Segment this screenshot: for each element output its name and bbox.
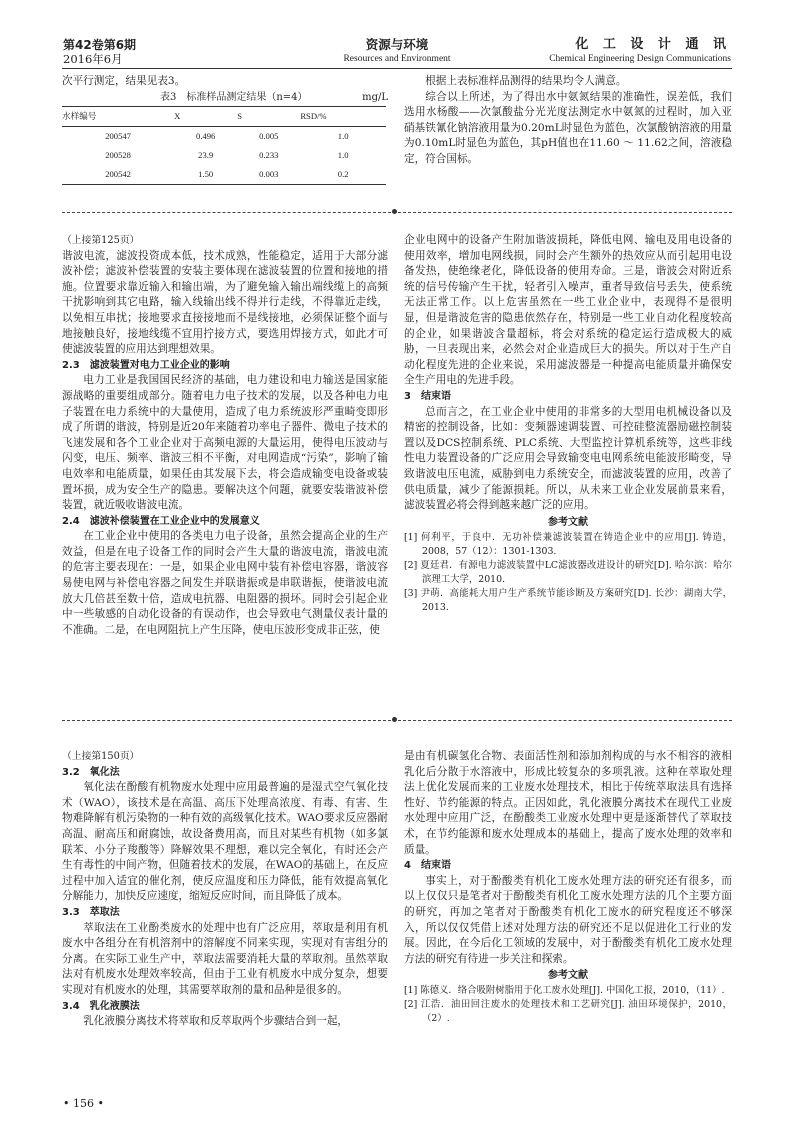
paragraph: 是由有机碳氢化合物、表面活性剂和添加剂构成的与水不相容的液相乳化后分散于水溶液中，形成比较复杂的多项乳液。这种在萃取处理法上优化发展而来的工业废水处理技术，相比于传统萃取法具有选择性好、节约能源的特点。正因如此，乳化液膜分离技术在现代工业废水处理中应用广泛，在酚酸类工业废水处理中更是逐渐替代了萃取技术，在节约能源和废水处理成本的基础上，提高了废水处理的效率和质量。 bbox=[404, 750, 732, 856]
table-title: 表3 标准样品测定结果（n=4） bbox=[160, 91, 308, 103]
table-cell: 200542 bbox=[62, 165, 174, 185]
table-row bbox=[62, 165, 386, 185]
table-cell: 0.2 bbox=[300, 165, 386, 185]
table-header: RSD/% bbox=[300, 106, 386, 127]
table-cell: 200547 bbox=[105, 130, 131, 141]
section-heading: 3.2 氧化法 bbox=[62, 766, 120, 778]
section-heading: 2.4 滤波补偿装置在工业企业中的发展意义 bbox=[62, 515, 260, 527]
references-title: 参考文献 bbox=[548, 516, 588, 528]
table-cell: 200528 bbox=[105, 149, 131, 160]
mid-right-column bbox=[404, 233, 732, 615]
page-number: • 156 • bbox=[63, 1097, 104, 1110]
references-title: 参考文献 bbox=[548, 970, 588, 982]
results-table bbox=[62, 106, 386, 186]
section-en: Resources and Environment bbox=[343, 54, 451, 64]
mid-left-column bbox=[62, 233, 388, 638]
section-heading: 3.3 萃取法 bbox=[62, 906, 120, 918]
paragraph: 企业电网中的设备产生附加谐波损耗，降低电网、输电及用电设备的使用效率，增加电网线损，同时会产生额外的热效应从而引起用电设备发热，使绝缘老化，降低设备的使用寿命。三是，谐波会对附近系统的信号传输产生干扰，轻者引入噪声，重者导致信号丢失，使系统无法正常工作。以上危害虽然在一些工业企业中，表现得不是很明显，但是谐波危害的隐患依然存在，特别是一些工业自动化程度较高的企业，如果谐波含量超标，将会对系统的稳定运行造成极大的威胁，一旦表现出来，必然会对企业造成巨大的损失。所以对于生产自动化程度先进的企业来说，采用滤波器是一种提高电能质量并确保安全生产用电的先进手段。 bbox=[404, 234, 732, 387]
article-separator bbox=[62, 720, 732, 725]
reference-item: [3] 尹萌．高能耗大用户生产系统节能诊断及方案研究[D]. 长沙：湖南大学，2013. bbox=[404, 587, 732, 613]
paragraph: 总而言之，在工业企业中使用的非常多的大型用电机械设备以及精密的控制设备，比如：变频器速调装置、可控硅整流器励磁控制装置以及DCS控制系统、PLC系统、大型监控计算机系统等，这些非线性电力装置设备的广泛应用会导致输变电电网系统电能波形畸变，导致谐波电压电流，威胁到电力系统安全，而滤波装置的应用，改善了供电质量，减少了能源损耗。所以，从未来工业企业发展前景来看，滤波装置必将会得到越来越广泛的应用。 bbox=[404, 405, 732, 512]
table-cell: 1.50 bbox=[174, 165, 237, 185]
issue-date: 2016年6月 bbox=[63, 52, 123, 66]
paragraph: 综合以上所述，为了得出水中氨氮结果的准确性，误差低，我们选用水杨酸——次氯酸盐分光光度法测定水中氨氮的过程时，加入亚硝基铁氰化钠溶液用量为0.20mL时显色为蓝色，次氯酸钠溶液的用量为0.10mL时显色为蓝色，其pH值也在11.60 ～ 11.62之间，溶液稳定，符合国标。 bbox=[404, 90, 732, 165]
paragraph: 电力工业是我国国民经济的基础，电力建设和电力输送是国家能源战略的重要组成部分。随着电力电子技术的发展，以及各种电力电子装置在电力系统中的大量使用，造成了电力系统波形严重畸变即形成了所谓的谐波，特别是近20年来随着功率电子器件、微电子技术的飞速发展和各个工业企业对于高频电源的大量运用，使得电压波动与闪变，电压、频率、谐波三相不平衡，对电网造成“污染”，影响了输电效率和电能质量，如果任由其发展下去，将会造成输变电设备或装置坏损，成为安全生产的隐患。要解决这个问题，就要安装谐波补偿装置，就近吸收谐波电流。 bbox=[62, 374, 388, 512]
paragraph: 在工业企业中使用的各类电力电子设备，虽然会提高企业的生产效益，但是在电子设备工作的同时会产生大量的谐波电流，谐波电流的危害主要表现在：一是，如果企业电网中装有补偿电容器，谐波容易使电网与补偿电容器之间发生并联谐振或是串联谐振，使谐波电流放大几倍甚至数十倍，造成电抗器、电阻器的损坏。同时会引起企业中一些敏感的自动化设备的有误动作，也会导致电气测量仪表计量的不准确。二是，在电网阻抗上产生压降，使电压波形变成非正弦，使 bbox=[62, 530, 388, 636]
table-row bbox=[62, 127, 386, 147]
table-caption bbox=[62, 90, 388, 106]
journal-issue bbox=[63, 38, 136, 66]
journal-cn: 化 工 设 计 通 讯 bbox=[575, 37, 731, 52]
top-left-column bbox=[62, 74, 388, 185]
table-cell: 23.9 bbox=[198, 149, 214, 160]
table-cell: 0.233 bbox=[259, 149, 279, 160]
separator-dot bbox=[392, 717, 397, 722]
reference-item: [2] 江浩．油田回注废水的处理技术和工艺研究[J]. 油田环境保护，2010，（2）. bbox=[404, 999, 732, 1025]
paragraph: 乳化液膜分离技术将萃取和反萃取两个步骤结合到一起， bbox=[83, 1015, 349, 1028]
reference-item: [1] 陈德义．络合吸附树脂用于化工废水处理[J]. 中国化工报，2010，（11）. bbox=[404, 985, 725, 997]
reference-item: [1] 何利平，于良中．无功补偿兼滤波装置在铸造企业中的应用[J]. 铸造，2008，57（12）：1301-1303. bbox=[404, 531, 732, 557]
bot-right-column bbox=[404, 749, 732, 1026]
table-cell: 1.0 bbox=[337, 149, 349, 160]
table-unit: mg/L bbox=[362, 91, 388, 103]
table-header: S bbox=[237, 106, 300, 127]
bot-left-column bbox=[62, 749, 388, 1030]
table-cell: 1.0 bbox=[337, 130, 349, 141]
table-cell: 0.005 bbox=[259, 130, 279, 141]
issue-label: 第42卷第6期 bbox=[63, 38, 137, 52]
journal-name bbox=[549, 38, 731, 66]
continued-note: （上接第125页） bbox=[62, 235, 140, 246]
section-heading: 3.4 乳化液膜法 bbox=[62, 1000, 140, 1012]
table-row bbox=[62, 146, 386, 165]
reference-item: [2] 夏廷君．有源电力滤波装置中LC滤波器改进设计的研究[D]. 哈尔滨：哈尔滨理工大学，2010. bbox=[404, 559, 732, 585]
paragraph: 氧化法在酚酸有机物废水处理中应用最普遍的是湿式空气氧化技术（WAO），该技术是在高温、高压下处理高浓度、有毒、有害、生物难降解有机污染物的一种有效的高级氧化技术。WAO要求反应器耐高温、耐高压和耐腐蚀，故设备费用高，而且对某些有机物（如多氯联苯、小分子羧酸等）降解效果不理想，难以完全氧化，有时还会产生有毒性的中间产物，但随着技术的发展，在WAO的基础上，在反应过程中加入适宜的催化剂，使反应温度和压力降低，能有效提高氧化分解能力，加快反应速度，缩短反应时间，而且降低了成本。 bbox=[62, 781, 388, 903]
table-header: 水样编号 bbox=[62, 106, 174, 127]
top-right-column bbox=[404, 74, 732, 168]
journal-en: Chemical Engineering Design Communications bbox=[549, 54, 731, 64]
section-name bbox=[300, 38, 494, 66]
separator-dot bbox=[392, 209, 397, 214]
section-heading: 4 结束语 bbox=[404, 860, 451, 872]
top-intro: 次平行测定，结果见表3。 bbox=[62, 75, 186, 87]
paragraph: 萃取法在工业酚类废水的处理中也有广泛应用，萃取是利用有机废水中各组分在有机溶剂中的溶解度不同来实现，实现对有害组分的分离。在实际工业生产中，萃取法需要消耗大量的萃取剂。虽然萃取法对有机废水处理效率较高，但由于工业有机废水中成分复杂，想要实现对有机废水的处理，其需要萃取剂的量和品种是很多的。 bbox=[62, 921, 388, 996]
continued-note: （上接第150页） bbox=[62, 751, 140, 762]
section-cn: 资源与环境 bbox=[365, 37, 429, 52]
table-header: X bbox=[174, 106, 237, 127]
article-separator bbox=[62, 212, 732, 217]
table-cell: 0.003 bbox=[237, 165, 300, 185]
section-heading: 3 结束语 bbox=[404, 390, 451, 402]
table-cell: 0.496 bbox=[196, 130, 216, 141]
section-heading: 2.3 滤波装置对电力工业企业的影响 bbox=[62, 359, 230, 371]
paragraph: 根据上表标准样品测得的结果均令人满意。 bbox=[425, 75, 627, 87]
header-rule bbox=[62, 68, 732, 69]
paragraph: 谐波电流，滤波投资成本低，技术成熟，性能稳定，适用于大部分滤波补偿；滤波补偿装置的安装主要体现在滤波装置的位置和接地的措施。位置要求靠近输入和输出端，为了避免输入输出端线缆上的高频干扰影响到其它电路，输入线输出线不得并行走线，不得靠近走线，以免相互串扰；接地要求直接接地而不是线接地，必须保证整个面与地接触良好，接地线缆不宜用拧接方式，要选用焊接方式，如此才可使滤波装置的应用达到理想效果。 bbox=[62, 249, 388, 356]
paragraph: 事实上，对于酚酸类有机化工废水处理方法的研究还有很多，而以上仅仅只是笔者对于酚酸类有机化工废水处理方法的几个主要方面的研究，再加之笔者对于酚酸类有机化工废水的研究程度还不够深入，所以仅仅凭借上述对处理方法的研究还不足以促进化工行业的发展。因此，在今后化工领域的发展中，对于酚酸类有机化工废水处理方法的研究有待进一步关注和探索。 bbox=[404, 874, 732, 965]
